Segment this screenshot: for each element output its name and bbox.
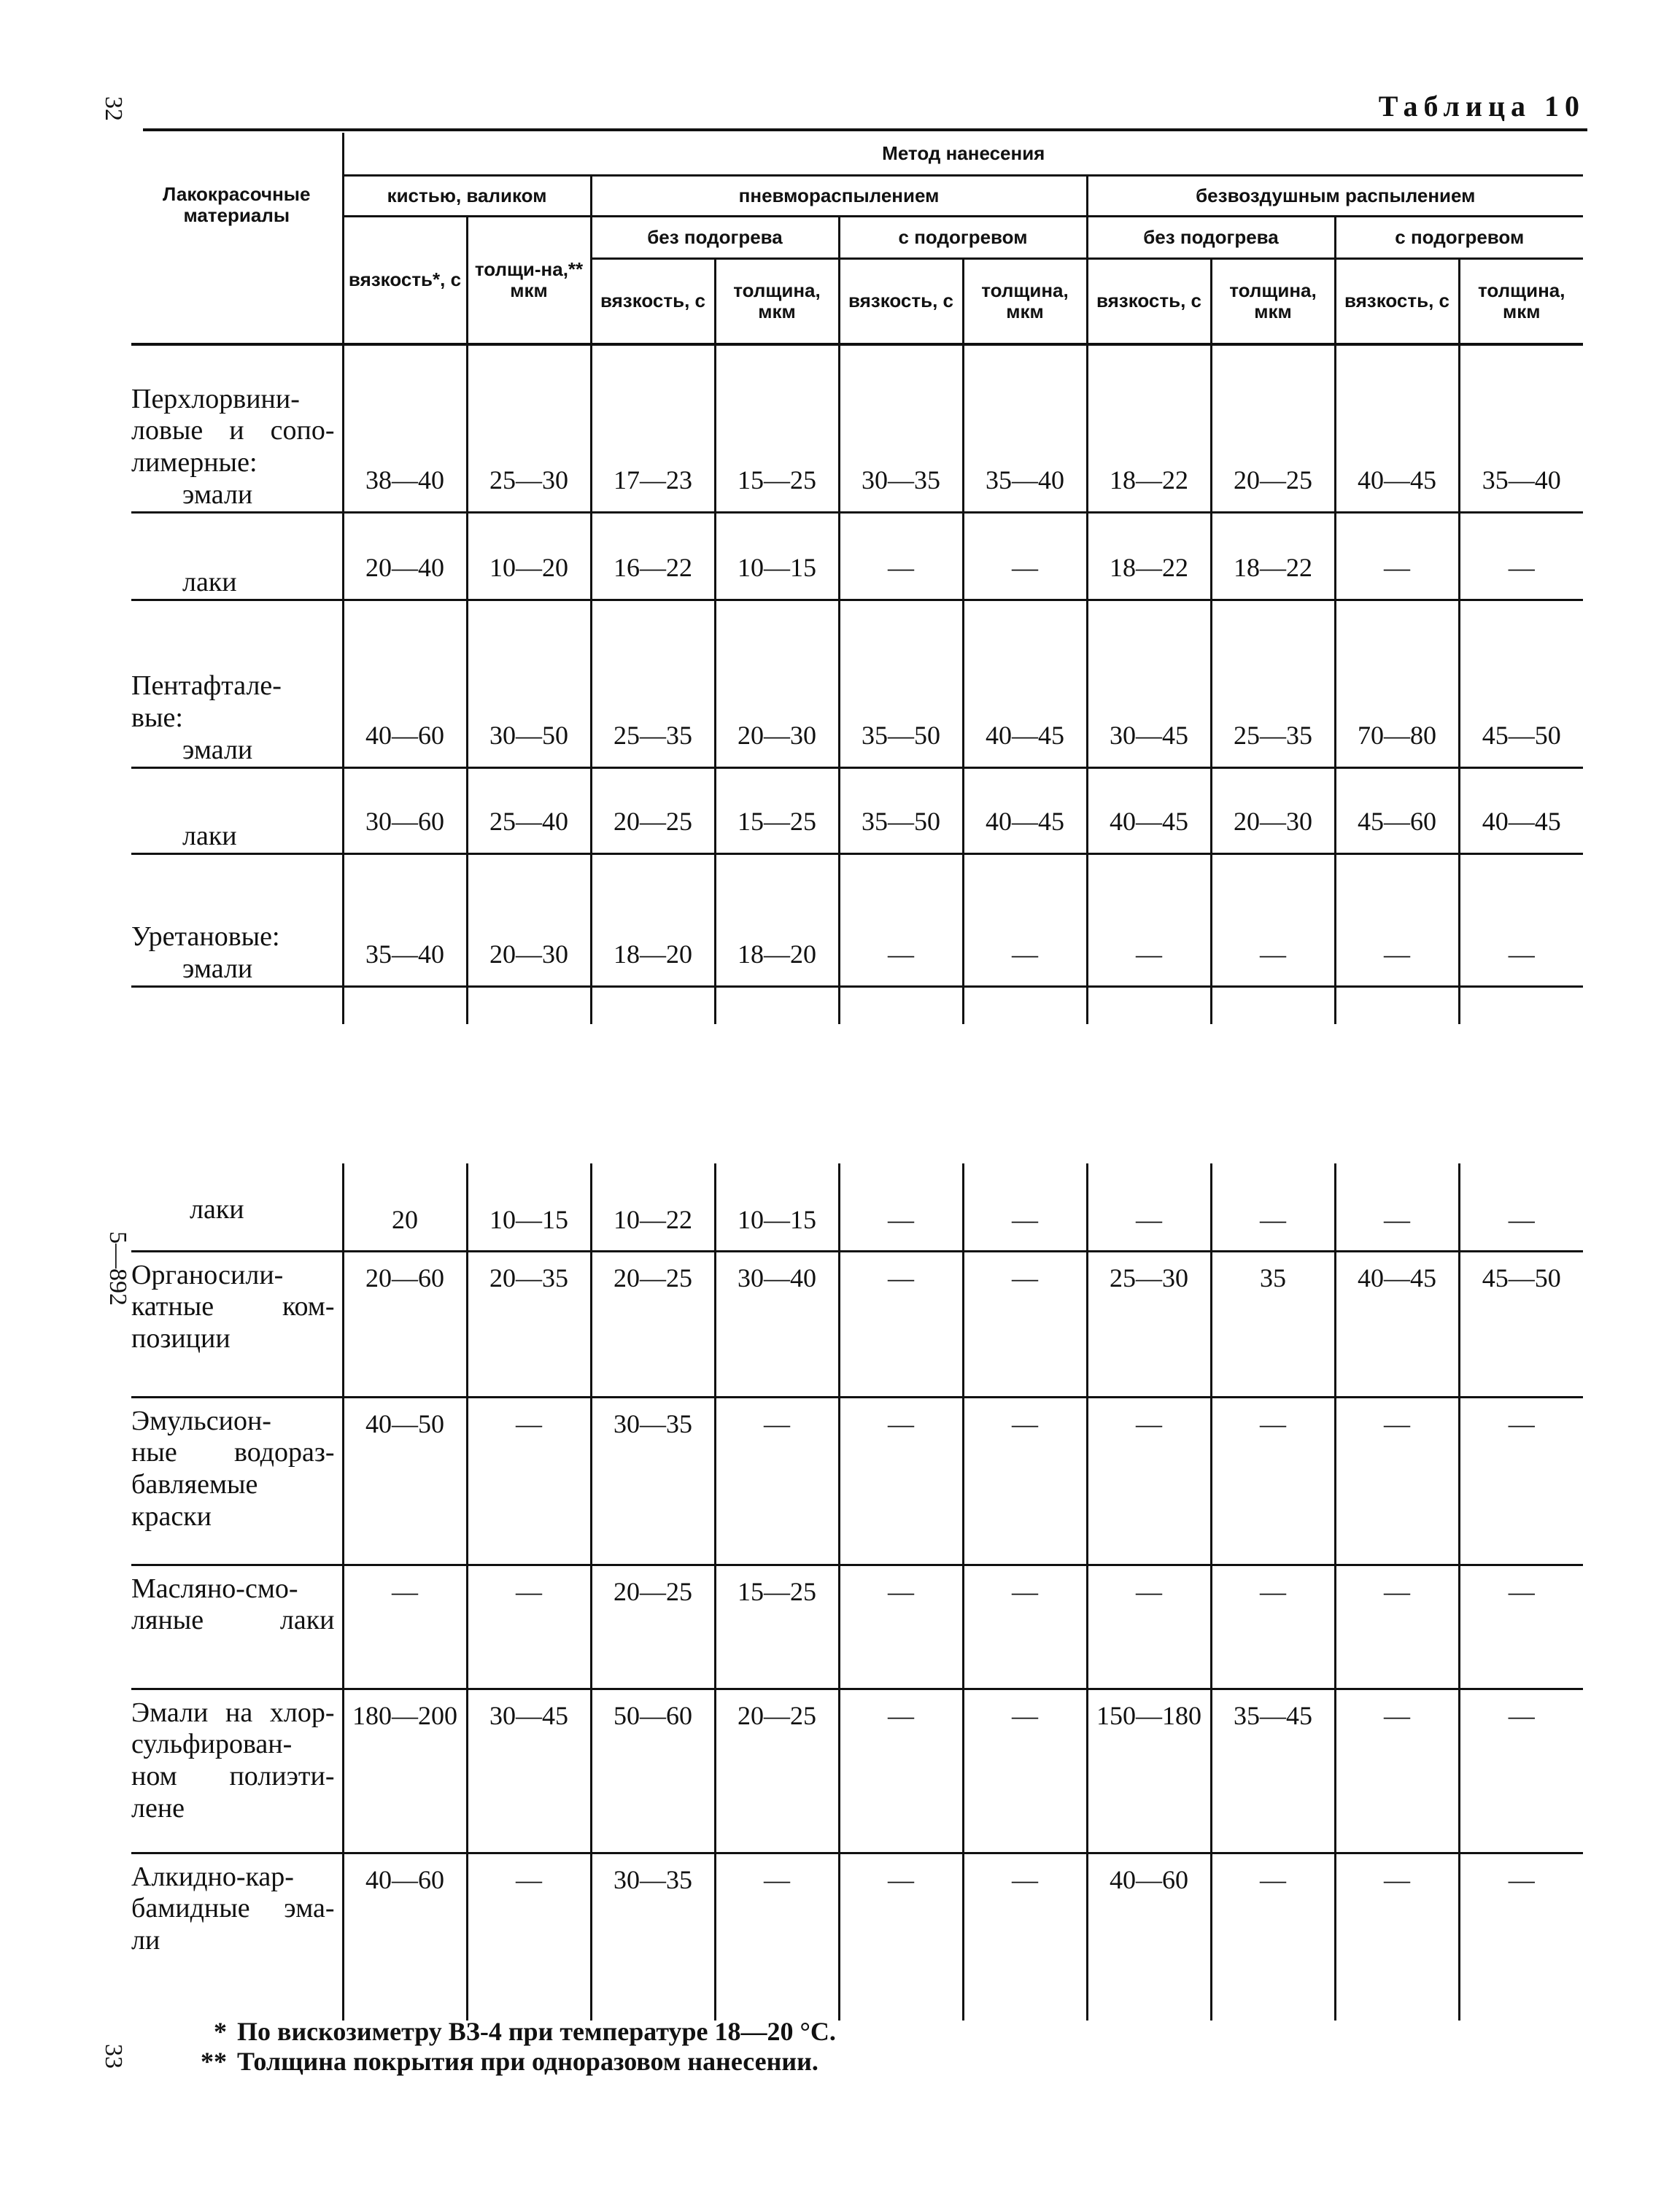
value-cell: 18—20 (591, 853, 715, 986)
value-cell: 40—45 (963, 600, 1087, 767)
stub-cell (1335, 986, 1459, 1024)
material-subtype: эмали (182, 734, 253, 765)
header-brush: кистью, валиком (343, 175, 591, 216)
value-cell: 50—60 (591, 1689, 715, 1853)
header-thick: толщина, мкм (715, 258, 839, 344)
material-name-line: лаки (190, 1194, 244, 1225)
value-cell: 40—60 (343, 1853, 467, 2021)
value-cell: — (963, 512, 1087, 600)
table-row (131, 1397, 1583, 1565)
value-cell: 38—40 (343, 344, 467, 512)
value-cell: — (715, 1853, 839, 2021)
material-name-line: ном полиэти- (131, 1760, 335, 1791)
material-name-line: позиции (131, 1322, 231, 1354)
header-visc: вязкость, с (591, 258, 715, 344)
table-row (131, 512, 1583, 600)
value-cell: 40—45 (1335, 344, 1459, 512)
material-name-line: сульфирован- (131, 1729, 293, 1760)
material-name-line: лимерные: (131, 447, 258, 479)
value-cell: 40—60 (1087, 1853, 1211, 2021)
material-name-line: ловые и сопо- (131, 415, 335, 446)
table-row (131, 1689, 1583, 1853)
material-cell (131, 512, 343, 600)
value-cell: 35 (1211, 1251, 1335, 1397)
stub-cell (591, 986, 715, 1024)
header-airless-heat: с подогревом (1335, 216, 1583, 258)
material-name-line: Органосили- (131, 1259, 284, 1290)
value-cell: — (839, 1565, 963, 1689)
value-cell: 30—45 (1087, 600, 1211, 767)
material-name-line: Масляно-смо- (131, 1573, 298, 1604)
value-cell: 25—35 (591, 600, 715, 767)
table-row (131, 600, 1583, 767)
material-cell (131, 767, 343, 853)
value-cell: 30—35 (591, 1397, 715, 1565)
page-number-right: 33 (100, 2044, 127, 2069)
value-cell: — (1335, 853, 1459, 986)
page-number-left: 32 (100, 96, 127, 121)
material-cell (131, 853, 343, 986)
stub-cell (963, 986, 1087, 1024)
header-thick: толщина, мкм (963, 258, 1087, 344)
material-subtype: эмали (182, 479, 253, 510)
value-cell: 20—25 (591, 1251, 715, 1397)
value-cell: 30—40 (715, 1251, 839, 1397)
value-cell: — (1459, 1163, 1583, 1251)
value-cell: — (839, 1689, 963, 1853)
value-cell: 15—25 (715, 1565, 839, 1689)
material-cell (131, 600, 343, 767)
value-cell: — (1211, 1565, 1335, 1689)
value-cell: — (839, 1397, 963, 1565)
value-cell: — (963, 1565, 1087, 1689)
value-cell: 35—50 (839, 600, 963, 767)
value-cell: 10—20 (467, 512, 591, 600)
table-row (131, 853, 1583, 986)
stub-cell (1459, 986, 1583, 1024)
material-name-line: ли (131, 1924, 160, 1956)
material-name-line: бавляемые (131, 1468, 258, 1500)
value-cell: — (839, 1853, 963, 2021)
value-cell: 25—40 (467, 767, 591, 853)
value-cell: — (1459, 1565, 1583, 1689)
footnote-2: ** Толщина покрытия при одноразовом нанесении. (201, 2047, 818, 2077)
material-name-line: Пентафтале- (131, 670, 282, 702)
value-cell: — (1459, 512, 1583, 600)
header-pneumo-heat: с подогревом (839, 216, 1087, 258)
material-name-line: краски (131, 1500, 212, 1532)
value-cell: 15—25 (715, 344, 839, 512)
material-cell (131, 1689, 343, 1853)
material-name-line: Уретановые: (131, 921, 280, 953)
table-row (131, 1853, 1583, 2021)
value-cell: 25—30 (467, 344, 591, 512)
material-name-line: Эмали на хлор- (131, 1697, 335, 1728)
value-cell: 17—23 (591, 344, 715, 512)
value-cell: — (1087, 1397, 1211, 1565)
value-cell: — (1335, 1689, 1459, 1853)
value-cell: 45—50 (1459, 600, 1583, 767)
value-cell: — (963, 1251, 1087, 1397)
value-cell: — (1211, 1853, 1335, 2021)
stub-cell (839, 986, 963, 1024)
header-brush-visc: вязкость*, с (343, 216, 467, 344)
value-cell: 18—22 (1087, 344, 1211, 512)
value-cell: — (839, 512, 963, 600)
value-cell: 35—40 (963, 344, 1087, 512)
value-cell: — (963, 1853, 1087, 2021)
value-cell: 150—180 (1087, 1689, 1211, 1853)
value-cell: — (1087, 1163, 1211, 1251)
value-cell: — (343, 1565, 467, 1689)
value-cell: — (1459, 1397, 1583, 1565)
value-cell: 20—25 (715, 1689, 839, 1853)
value-cell: — (963, 1397, 1087, 1565)
value-cell: 70—80 (1335, 600, 1459, 767)
stub-cell (343, 986, 467, 1024)
value-cell: 16—22 (591, 512, 715, 600)
header-visc: вязкость, с (1335, 258, 1459, 344)
value-cell: 20—30 (1211, 767, 1335, 853)
value-cell: 20—30 (467, 853, 591, 986)
stub-cell (131, 986, 343, 1024)
value-cell: 40—45 (1335, 1251, 1459, 1397)
table-bottom-part (131, 1163, 1583, 2021)
value-cell: 40—45 (1459, 767, 1583, 853)
value-cell: — (839, 1163, 963, 1251)
signature-mark: 5—892 (104, 1231, 131, 1306)
material-cell (131, 1565, 343, 1689)
header-airless-noheat: без подогрева (1087, 216, 1335, 258)
value-cell: — (1335, 1163, 1459, 1251)
footnote-1: * По вискозиметру ВЗ-4 при температуре 18—20 °С. (214, 2017, 836, 2046)
value-cell: 20—40 (343, 512, 467, 600)
header-thick: толщина, мкм (1211, 258, 1335, 344)
value-cell: 20—25 (591, 767, 715, 853)
value-cell: — (1087, 853, 1211, 986)
value-cell: — (1335, 1397, 1459, 1565)
stub-cell (1087, 986, 1211, 1024)
header-airless: безвоздушным распылением (1087, 175, 1583, 216)
header-rule (143, 128, 1587, 131)
value-cell: — (963, 1689, 1087, 1853)
value-cell: 15—25 (715, 767, 839, 853)
value-cell: 25—35 (1211, 600, 1335, 767)
value-cell: 40—45 (1087, 767, 1211, 853)
value-cell: — (1211, 853, 1335, 986)
value-cell: 40—45 (963, 767, 1087, 853)
value-cell: — (839, 1251, 963, 1397)
material-name-line: Перхлорвини- (131, 383, 300, 414)
table-row (131, 1163, 1583, 1251)
value-cell: — (1211, 1163, 1335, 1251)
value-cell: 18—22 (1211, 512, 1335, 600)
value-cell: 10—15 (715, 1163, 839, 1251)
value-cell: 10—15 (467, 1163, 591, 1251)
table-row (131, 344, 1583, 512)
value-cell: — (1335, 1565, 1459, 1689)
material-name-line: Алкидно-кар- (131, 1861, 294, 1892)
material-name-line: Эмульсион- (131, 1405, 271, 1436)
material-subtype: эмали (182, 953, 253, 984)
material-subtype: лаки (182, 566, 237, 597)
material-name-line: вые: (131, 702, 183, 734)
table-continuation-stubs (131, 986, 1583, 1024)
value-cell: 20—60 (343, 1251, 467, 1397)
value-cell: — (467, 1565, 591, 1689)
value-cell: 30—50 (467, 600, 591, 767)
stub-cell (715, 986, 839, 1024)
value-cell: — (1211, 1397, 1335, 1565)
material-name-line: ные водораз- (131, 1437, 335, 1468)
value-cell: 40—60 (343, 600, 467, 767)
value-cell: — (839, 853, 963, 986)
value-cell: — (1459, 1853, 1583, 2021)
value-cell: 18—22 (1087, 512, 1211, 600)
value-cell: 18—20 (715, 853, 839, 986)
value-cell: 180—200 (343, 1689, 467, 1853)
value-cell: — (1087, 1565, 1211, 1689)
table-row (131, 767, 1583, 853)
value-cell: — (963, 1163, 1087, 1251)
value-cell: 25—30 (1087, 1251, 1211, 1397)
value-cell: 20—25 (591, 1565, 715, 1689)
material-subtype: лаки (182, 820, 237, 851)
value-cell: 10—15 (715, 512, 839, 600)
value-cell: 30—60 (343, 767, 467, 853)
header-visc: вязкость, с (839, 258, 963, 344)
value-cell: 35—40 (343, 853, 467, 986)
header-brush-thick: толщи-на,** мкм (467, 216, 591, 344)
table-row (131, 1565, 1583, 1689)
material-cell (131, 1853, 343, 2021)
value-cell: 20—25 (1211, 344, 1335, 512)
value-cell: 10—22 (591, 1163, 715, 1251)
table-top-part (131, 133, 1583, 1024)
material-cell (131, 344, 343, 512)
table-row (131, 1251, 1583, 1397)
value-cell: 35—40 (1459, 344, 1583, 512)
value-cell: 35—45 (1211, 1689, 1335, 1853)
value-cell: 20—35 (467, 1251, 591, 1397)
material-name-line: лене (131, 1792, 185, 1824)
table-title: Таблица 10 (1378, 90, 1585, 123)
header-pneumo-noheat: без подогрева (591, 216, 839, 258)
header-thick: толщина, мкм (1459, 258, 1583, 344)
value-cell: — (1459, 1689, 1583, 1853)
value-cell: — (715, 1397, 839, 1565)
value-cell: — (467, 1397, 591, 1565)
footnotes (193, 2017, 836, 2077)
value-cell: 45—50 (1459, 1251, 1583, 1397)
value-cell: 30—35 (839, 344, 963, 512)
stub-cell (1211, 986, 1335, 1024)
value-cell: 30—45 (467, 1689, 591, 1853)
value-cell: — (1335, 512, 1459, 600)
header-pneumo: пневмораспылением (591, 175, 1087, 216)
material-cell (131, 1163, 343, 1251)
value-cell: 20—30 (715, 600, 839, 767)
value-cell: — (1459, 853, 1583, 986)
value-cell: 40—50 (343, 1397, 467, 1565)
material-name-line: катные ком- (131, 1291, 335, 1322)
value-cell: — (963, 853, 1087, 986)
value-cell: — (467, 1853, 591, 2021)
header-materials: Лакокрасочные материалы (131, 133, 343, 344)
header-visc: вязкость, с (1087, 258, 1211, 344)
value-cell: — (1335, 1853, 1459, 2021)
material-cell (131, 1251, 343, 1397)
value-cell: 30—35 (591, 1853, 715, 2021)
stub-cell (467, 986, 591, 1024)
value-cell: 35—50 (839, 767, 963, 853)
material-name-line: бамидные эма- (131, 1893, 335, 1924)
material-name-line: ляные лаки (131, 1605, 335, 1636)
material-cell (131, 1397, 343, 1565)
value-cell: 20 (343, 1163, 467, 1251)
value-cell: 45—60 (1335, 767, 1459, 853)
header-method: Метод нанесения (343, 133, 1583, 175)
